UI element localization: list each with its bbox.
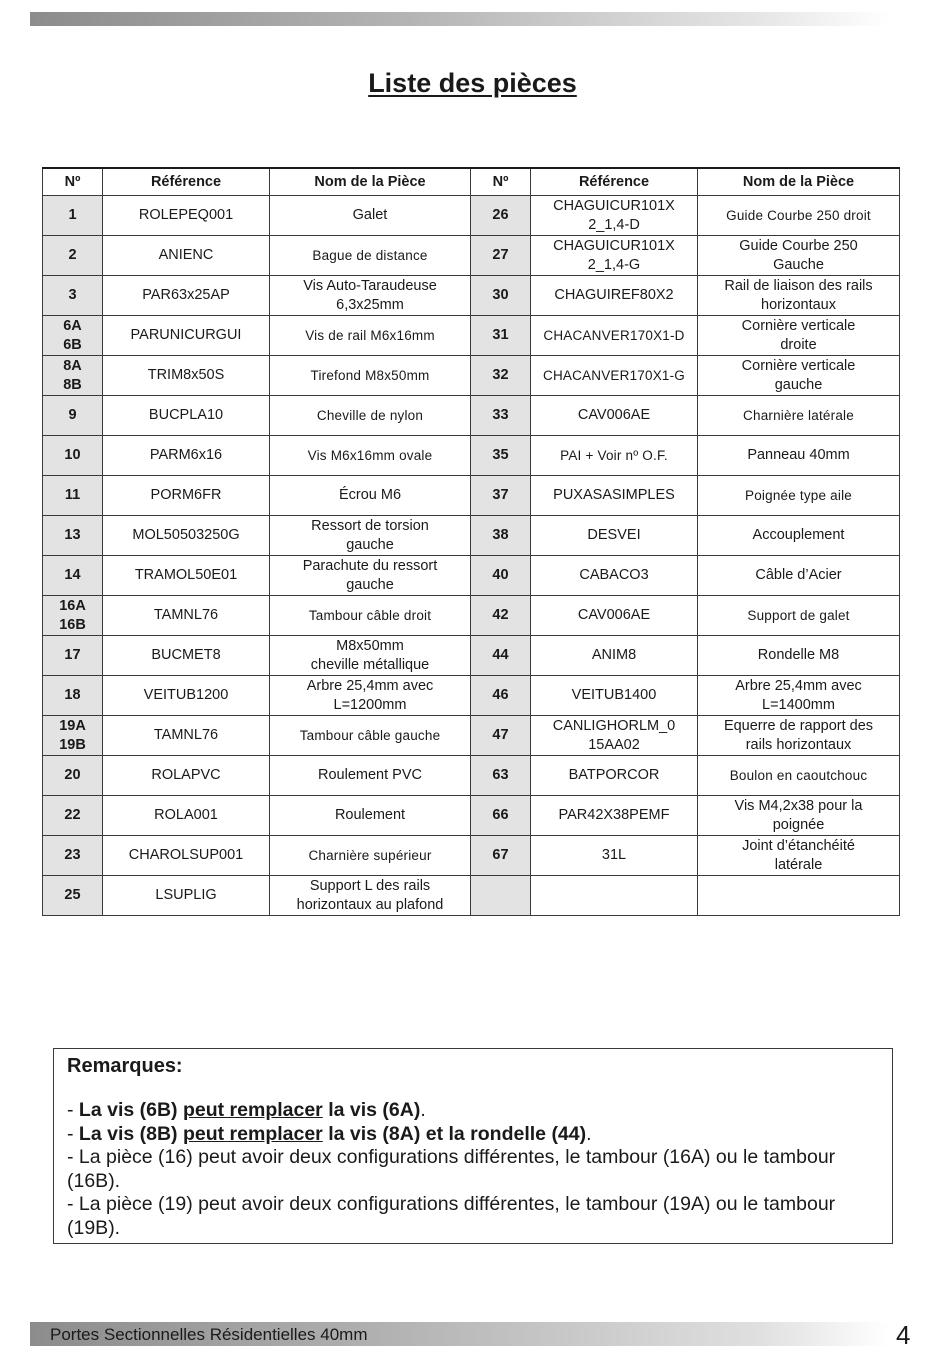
part-number-text: 8B [63, 376, 82, 393]
header-number: Nº [471, 168, 531, 196]
part-number-cell [43, 516, 103, 556]
part-reference-text: CHAGUICUR101X [553, 197, 675, 214]
part-reference-text: BUCMET8 [151, 647, 221, 663]
part-reference-cell [103, 316, 270, 356]
part-reference-cell [103, 676, 270, 716]
part-number-text: 44 [492, 647, 509, 663]
remark-text: la vis (8A) et la rondelle (44) [322, 1122, 587, 1145]
part-name-cell [270, 756, 471, 796]
part-number-text: 67 [492, 847, 509, 863]
part-name-cell [270, 556, 471, 596]
part-number-text: 63 [492, 767, 509, 783]
part-reference-text: TAMNL76 [153, 607, 219, 623]
part-number-text: 18 [64, 687, 81, 703]
part-number-text: 13 [64, 527, 81, 543]
part-number-cell [471, 196, 531, 236]
part-reference-text: TRIM8x50S [147, 367, 225, 383]
part-name-cell [270, 516, 471, 556]
part-number-text: 66 [492, 807, 509, 823]
part-name-cell [270, 596, 471, 636]
part-number-text: 23 [64, 847, 81, 863]
part-name-text: Vis de rail M6x16mm [305, 328, 435, 343]
part-reference-cell [531, 236, 698, 276]
part-number-text: 26 [492, 207, 509, 223]
part-number-text: 6B [63, 336, 82, 353]
table-row [43, 236, 900, 276]
part-name-text: Roulement [334, 807, 406, 823]
header-reference: Référence [531, 168, 698, 196]
part-name-text: cheville métallique [310, 656, 430, 673]
part-number-cell [471, 596, 531, 636]
part-reference-text: PUXASASIMPLES [553, 487, 675, 503]
part-reference-text: ROLAPVC [151, 767, 221, 783]
part-number-cell [471, 516, 531, 556]
part-reference-cell [103, 196, 270, 236]
table-row [43, 436, 900, 476]
part-number-cell [471, 436, 531, 476]
part-number-text: 46 [492, 687, 509, 703]
part-number-cell [43, 596, 103, 636]
part-name-text: Joint d’étanchéité [742, 837, 855, 854]
part-reference-text: TRAMOL50E01 [134, 567, 238, 583]
remark-underlined-text: peut remplacer [182, 1122, 323, 1145]
part-reference-cell [103, 596, 270, 636]
part-name-text: gauche [774, 376, 823, 393]
part-name-cell [270, 676, 471, 716]
part-number-cell [43, 356, 103, 396]
part-name-text: Gauche [773, 256, 824, 273]
header-number: Nº [43, 168, 103, 196]
part-name-cell [698, 836, 900, 876]
part-name-text: Panneau 40mm [747, 447, 850, 463]
part-number-text: 14 [64, 567, 81, 583]
part-number-text: 22 [64, 807, 81, 823]
table-row [43, 356, 900, 396]
part-name-cell [698, 756, 900, 796]
part-reference-text: VEITUB1400 [571, 687, 657, 703]
part-name-text: Cheville de nylon [316, 408, 424, 423]
part-number-text: 10 [64, 447, 81, 463]
part-number-text: 35 [492, 447, 509, 463]
part-reference-text: CABACO3 [579, 567, 649, 583]
part-name-text: gauche [346, 536, 394, 553]
part-reference-cell [531, 556, 698, 596]
table-row [43, 516, 900, 556]
part-name-text: Equerre de rapport des [723, 717, 874, 734]
part-reference-cell [103, 396, 270, 436]
part-number-cell [471, 356, 531, 396]
part-name-cell [270, 196, 471, 236]
part-number-text: 16B [59, 616, 86, 633]
part-number-cell [471, 836, 531, 876]
table-row [43, 276, 900, 316]
part-reference-text: PAI + Voir nº O.F. [560, 448, 668, 463]
remark-dash: - [67, 1122, 79, 1145]
part-reference-cell [103, 236, 270, 276]
table-row [43, 596, 900, 636]
part-number-cell [471, 396, 531, 436]
part-name-cell [698, 276, 900, 316]
part-name-cell [270, 236, 471, 276]
part-number-text: 16A [59, 597, 86, 614]
part-reference-cell [103, 516, 270, 556]
remark-text: La vis (6B) [78, 1099, 183, 1121]
part-name-cell [270, 476, 471, 516]
table-row [43, 316, 900, 356]
part-number-text: 11 [64, 487, 81, 503]
part-name-text: Guide Courbe 250 [739, 237, 858, 254]
part-number-text: 19B [59, 736, 86, 753]
part-number-text: 38 [492, 527, 509, 543]
part-name-text: Cornière verticale [741, 317, 856, 334]
part-number-cell [43, 476, 103, 516]
part-number-cell [43, 636, 103, 676]
part-reference-text: PORM6FR [150, 487, 222, 503]
part-number-text: 2 [68, 247, 77, 263]
part-reference-cell [103, 796, 270, 836]
remark-16: - La pièce (16) peut avoir deux configurations différentes, le tambour (16A) ou le tambour (16B). [67, 1146, 836, 1192]
part-reference-cell [103, 436, 270, 476]
part-number-cell [43, 796, 103, 836]
part-name-cell [270, 276, 471, 316]
part-number-cell [471, 876, 531, 916]
remark-text: la vis (6A) [322, 1099, 421, 1121]
part-name-cell [270, 836, 471, 876]
part-number-text: 8A [63, 357, 82, 374]
part-number-text: 33 [492, 407, 509, 423]
table-row [43, 676, 900, 716]
table-row [43, 476, 900, 516]
table-row [43, 196, 900, 236]
table-row [43, 556, 900, 596]
part-name-cell [698, 196, 900, 236]
part-reference-text: VEITUB1200 [143, 687, 229, 703]
remark-8b [67, 1123, 879, 1147]
part-number-text: 20 [64, 767, 81, 783]
part-reference-cell [103, 756, 270, 796]
part-reference-text: CHAROLSUP001 [128, 847, 244, 863]
part-name-cell [698, 716, 900, 756]
part-reference-cell [531, 636, 698, 676]
part-reference-text: MOL50503250G [132, 527, 240, 543]
part-reference-text: ROLEPEQ001 [138, 207, 234, 223]
part-number-cell [471, 636, 531, 676]
part-name-text: Accouplement [752, 527, 845, 543]
part-name-text: Support L des rails [309, 877, 431, 894]
part-name-text: Ressort de torsion [311, 517, 429, 534]
part-reference-cell [531, 676, 698, 716]
part-reference-cell [531, 756, 698, 796]
part-reference-cell [103, 876, 270, 916]
remarks-title: Remarques: [67, 1055, 183, 1077]
part-reference-cell [531, 716, 698, 756]
part-name-text: Charnière supérieur [308, 848, 432, 863]
table-row [43, 796, 900, 836]
part-number-cell [471, 316, 531, 356]
part-number-cell [43, 756, 103, 796]
page-title: Liste des pièces [368, 68, 577, 99]
part-number-cell [43, 876, 103, 916]
part-number-cell [471, 556, 531, 596]
part-reference-cell [103, 556, 270, 596]
part-name-text: Tirefond M8x50mm [310, 368, 430, 383]
part-number-text: 37 [492, 487, 509, 503]
part-name-cell [270, 716, 471, 756]
part-name-text: Roulement PVC [318, 767, 422, 783]
part-name-cell [698, 796, 900, 836]
parts-table [42, 167, 900, 916]
part-name-text: Vis M6x16mm ovale [307, 448, 433, 463]
part-name-text: Vis Auto-Taraudeuse [303, 277, 437, 294]
part-reference-text: PAR42X38PEMF [558, 807, 670, 823]
part-name-text: L=1400mm [762, 696, 835, 713]
part-number-cell [43, 676, 103, 716]
remark-text: La vis (8B) [78, 1122, 183, 1145]
part-reference-text: DESVEI [587, 527, 641, 543]
part-reference-cell [531, 476, 698, 516]
part-reference-cell [531, 276, 698, 316]
table-row [43, 396, 900, 436]
part-number-cell [43, 716, 103, 756]
part-number-cell [43, 196, 103, 236]
part-name-text: Parachute du ressort [302, 557, 438, 574]
part-name-cell [698, 316, 900, 356]
part-name-text: Vis M4,2x38 pour la [734, 797, 863, 814]
part-number-text: 25 [64, 887, 81, 903]
part-number-cell [43, 836, 103, 876]
part-reference-text: PARUNICURGUI [130, 327, 242, 343]
part-reference-cell [531, 516, 698, 556]
part-reference-cell [531, 356, 698, 396]
part-reference-cell [531, 836, 698, 876]
part-name-cell [270, 396, 471, 436]
part-number-cell [43, 236, 103, 276]
part-name-text: Support de galet [747, 608, 850, 623]
part-number-text: 32 [492, 367, 509, 383]
parts-table-body [43, 196, 900, 916]
part-name-text: 6,3x25mm [336, 296, 404, 313]
part-reference-text: CHACANVER170X1-G [543, 368, 685, 383]
part-reference-text: CHAGUICUR101X [553, 237, 675, 254]
part-number-cell [43, 556, 103, 596]
remark-period: . [420, 1099, 426, 1121]
part-number-text: 27 [492, 247, 509, 263]
part-number-text: 42 [492, 607, 509, 623]
part-name-cell [698, 396, 900, 436]
part-name-text: Tambour câble droit [308, 608, 432, 623]
part-name-text: Bague de distance [312, 248, 428, 263]
part-number-cell [43, 396, 103, 436]
part-reference-text: ANIENC [158, 247, 214, 263]
remark-19: - La pièce (19) peut avoir deux configurations différentes, le tambour (19A) ou le tambour (19B). [67, 1193, 836, 1239]
part-number-text: 1 [68, 207, 77, 223]
part-name-cell [270, 636, 471, 676]
part-number-cell [471, 236, 531, 276]
part-name-cell [698, 676, 900, 716]
part-reference-text: 2_1,4-G [587, 256, 641, 273]
part-name-text: latérale [774, 856, 823, 873]
part-name-text: droite [780, 336, 817, 353]
part-number-text: 40 [492, 567, 509, 583]
part-name-text: Arbre 25,4mm avec [306, 677, 434, 694]
part-reference-text: ANIM8 [591, 647, 637, 663]
part-name-cell [698, 556, 900, 596]
remark-6b [67, 1099, 879, 1123]
part-reference-cell [103, 276, 270, 316]
part-reference-cell [103, 836, 270, 876]
part-reference-cell [103, 356, 270, 396]
part-reference-text: 31L [601, 847, 627, 863]
part-number-text: 17 [64, 647, 81, 663]
part-reference-text: BUCPLA10 [148, 407, 224, 423]
remarks-box [53, 1048, 893, 1244]
part-reference-cell [531, 436, 698, 476]
part-reference-text: TAMNL76 [153, 727, 219, 743]
table-row [43, 836, 900, 876]
part-name-text: Cornière verticale [741, 357, 856, 374]
part-reference-text: PAR63x25AP [142, 287, 230, 303]
part-name-text: M8x50mm [336, 637, 404, 654]
part-reference-cell [531, 796, 698, 836]
part-name-text: Écrou M6 [338, 487, 402, 503]
part-reference-cell [103, 636, 270, 676]
part-number-text: 30 [492, 287, 509, 303]
header-reference: Référence [103, 168, 270, 196]
part-name-cell [698, 356, 900, 396]
part-name-cell [270, 796, 471, 836]
part-number-cell [43, 316, 103, 356]
part-number-text: 47 [492, 727, 509, 743]
part-reference-text: ROLA001 [154, 807, 218, 823]
part-number-text: 9 [68, 407, 77, 423]
table-header-row [43, 168, 900, 196]
part-number-cell [471, 796, 531, 836]
part-name-text: horizontaux [761, 296, 836, 313]
remark-period: . [586, 1122, 592, 1145]
part-number-cell [43, 276, 103, 316]
part-reference-cell [531, 396, 698, 436]
part-reference-cell [531, 876, 698, 916]
part-reference-text: LSUPLIG [155, 887, 217, 903]
part-reference-cell [531, 316, 698, 356]
part-name-cell [698, 236, 900, 276]
part-number-text: 19A [59, 717, 86, 734]
part-reference-text: 15AA02 [588, 736, 640, 753]
part-reference-cell [103, 476, 270, 516]
remark-dash: - [67, 1099, 79, 1121]
part-number-cell [471, 276, 531, 316]
remark-underlined-text: peut remplacer [182, 1099, 323, 1121]
part-name-cell [698, 596, 900, 636]
part-name-cell [698, 876, 900, 916]
part-name-text: Guide Courbe 250 droit [726, 208, 871, 223]
part-name-text: Boulon en caoutchouc [729, 768, 868, 783]
part-name-cell [698, 516, 900, 556]
table-row [43, 876, 900, 916]
part-name-text: L=1200mm [333, 696, 407, 713]
part-name-text: Câble d’Acier [755, 567, 842, 583]
part-reference-text: CANLIGHORLM_0 [552, 717, 676, 734]
part-reference-text: CHACANVER170X1-D [543, 328, 685, 343]
part-name-text: poignée [772, 816, 825, 833]
table-row [43, 716, 900, 756]
part-number-text: 3 [68, 287, 77, 303]
part-name-text: Rail de liaison des rails [724, 277, 873, 294]
part-name-cell [270, 436, 471, 476]
part-reference-cell [531, 196, 698, 236]
part-name-cell [270, 356, 471, 396]
part-name-text: Galet [352, 207, 388, 223]
header-part-name: Nom de la Pièce [698, 168, 900, 196]
part-reference-text: CHAGUIREF80X2 [554, 287, 674, 303]
part-name-cell [698, 436, 900, 476]
part-name-cell [270, 316, 471, 356]
part-name-text: Rondelle M8 [757, 647, 840, 663]
table-row [43, 636, 900, 676]
table-row [43, 756, 900, 796]
part-number-cell [471, 716, 531, 756]
part-reference-text: CAV006AE [577, 607, 651, 623]
part-name-text: Poignée type aile [745, 488, 852, 503]
header-part-name: Nom de la Pièce [270, 168, 471, 196]
part-number-text: 6A [63, 317, 82, 334]
part-reference-cell [531, 596, 698, 636]
part-name-cell [698, 636, 900, 676]
part-number-text: 31 [492, 327, 509, 343]
part-name-text: horizontaux au plafond [296, 896, 444, 913]
page-number: 4 [896, 1320, 911, 1350]
part-name-text: Arbre 25,4mm avec [735, 677, 862, 694]
part-reference-text: CAV006AE [577, 407, 651, 423]
part-reference-text: BATPORCOR [568, 767, 660, 783]
part-reference-cell [103, 716, 270, 756]
part-number-cell [471, 676, 531, 716]
part-name-text: Tambour câble gauche [299, 728, 441, 743]
part-name-text: Charnière latérale [743, 408, 854, 423]
part-reference-text: PARM6x16 [149, 447, 223, 463]
part-number-cell [471, 476, 531, 516]
part-name-cell [698, 476, 900, 516]
footer-document-title: Portes Sectionnelles Résidentielles 40mm [50, 1325, 368, 1344]
part-number-cell [43, 436, 103, 476]
part-name-text: rails horizontaux [745, 736, 852, 753]
part-number-cell [471, 756, 531, 796]
part-name-cell [270, 876, 471, 916]
part-name-text: gauche [346, 576, 394, 593]
part-reference-text: 2_1,4-D [588, 216, 640, 233]
header-decorative-bar [30, 12, 890, 26]
